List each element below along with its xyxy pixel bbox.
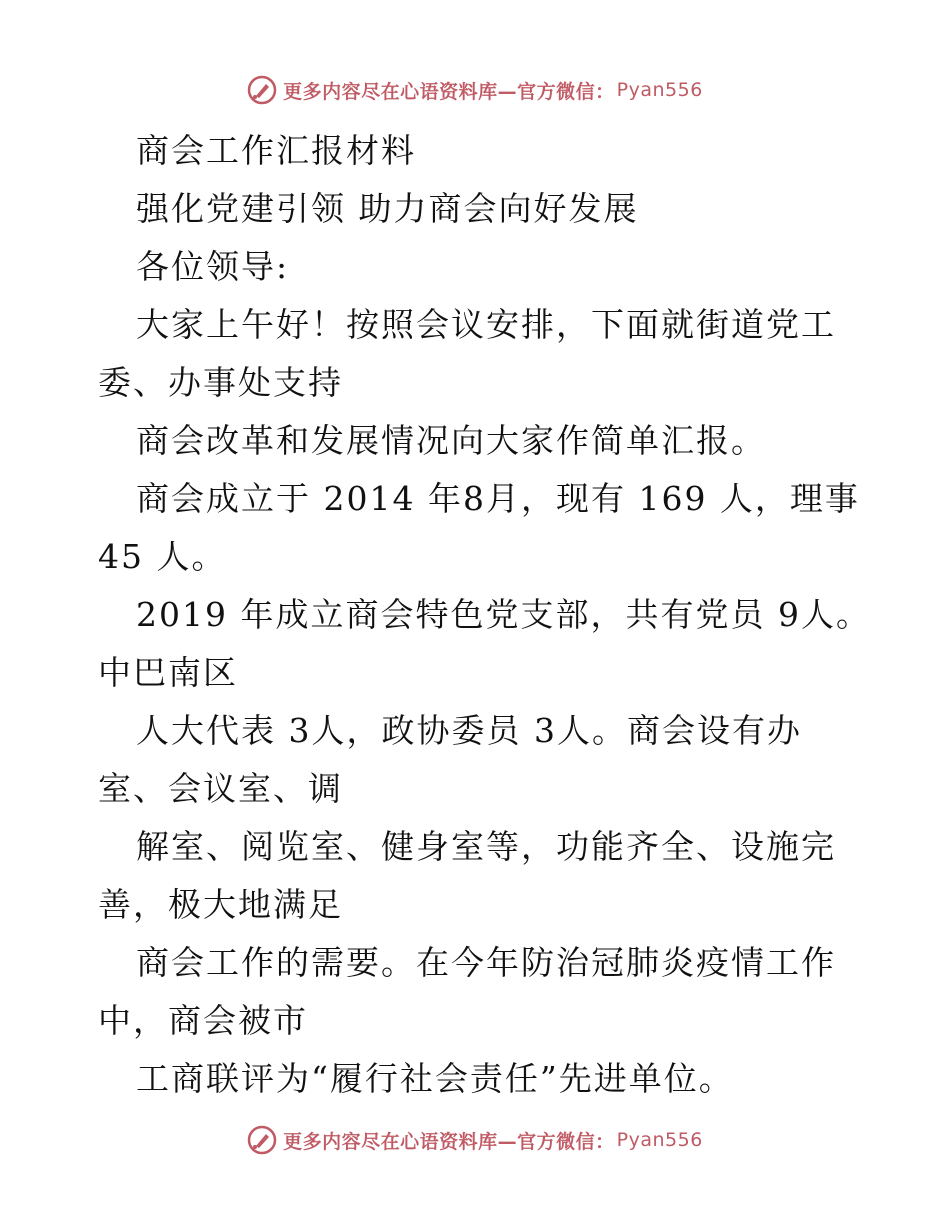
pen-nib-icon — [247, 75, 277, 105]
doc-title: 商会工作汇报材料 — [136, 131, 416, 170]
paragraph-line: 45 人。 — [98, 537, 227, 576]
paragraph-line: 商会成立于 2014 年8月，现有 169 人，理事 — [136, 479, 860, 518]
paragraph-line: 2019 年成立商会特色党支部，共有党员 9人。 — [136, 595, 871, 634]
paragraph-line: 室、会议室、调 — [98, 769, 343, 808]
pen-nib-icon — [247, 1125, 277, 1155]
watermark-text: 更多内容尽在心语资料库—官方微信： — [283, 80, 615, 103]
doc-subtitle: 强化党建引领 助力商会向好发展 — [136, 189, 639, 228]
watermark-id: Pyan556 — [616, 1129, 703, 1151]
document-body — [98, 122, 871, 1108]
salutation: 各位领导: — [136, 247, 290, 286]
watermark-text: 更多内容尽在心语资料库—官方微信： — [283, 1130, 615, 1153]
watermark-id: Pyan556 — [616, 79, 703, 101]
paragraph-line: 委、办事处支持 — [98, 363, 343, 402]
paragraph-line: 商会工作的需要。在今年防治冠肺炎疫情工作 — [136, 943, 836, 982]
paragraph-line: 解室、阅览室、健身室等，功能齐全、设施完 — [136, 827, 836, 866]
paragraph-line: 中，商会被市 — [98, 1001, 308, 1040]
watermark-footer — [0, 1120, 950, 1160]
paragraph-line: 大家上午好！按照会议安排，下面就街道党工 — [136, 305, 836, 344]
paragraph-line: 善，极大地满足 — [98, 885, 343, 924]
paragraph-line: 中巴南区 — [98, 653, 238, 692]
paragraph-line: 商会改革和发展情况向大家作简单汇报。 — [136, 421, 766, 460]
watermark-header — [0, 70, 950, 110]
paragraph-line: 人大代表 3人，政协委员 3人。商会设有办 — [136, 711, 802, 750]
paragraph-line: 工商联评为“履行社会责任”先进单位。 — [136, 1059, 734, 1098]
